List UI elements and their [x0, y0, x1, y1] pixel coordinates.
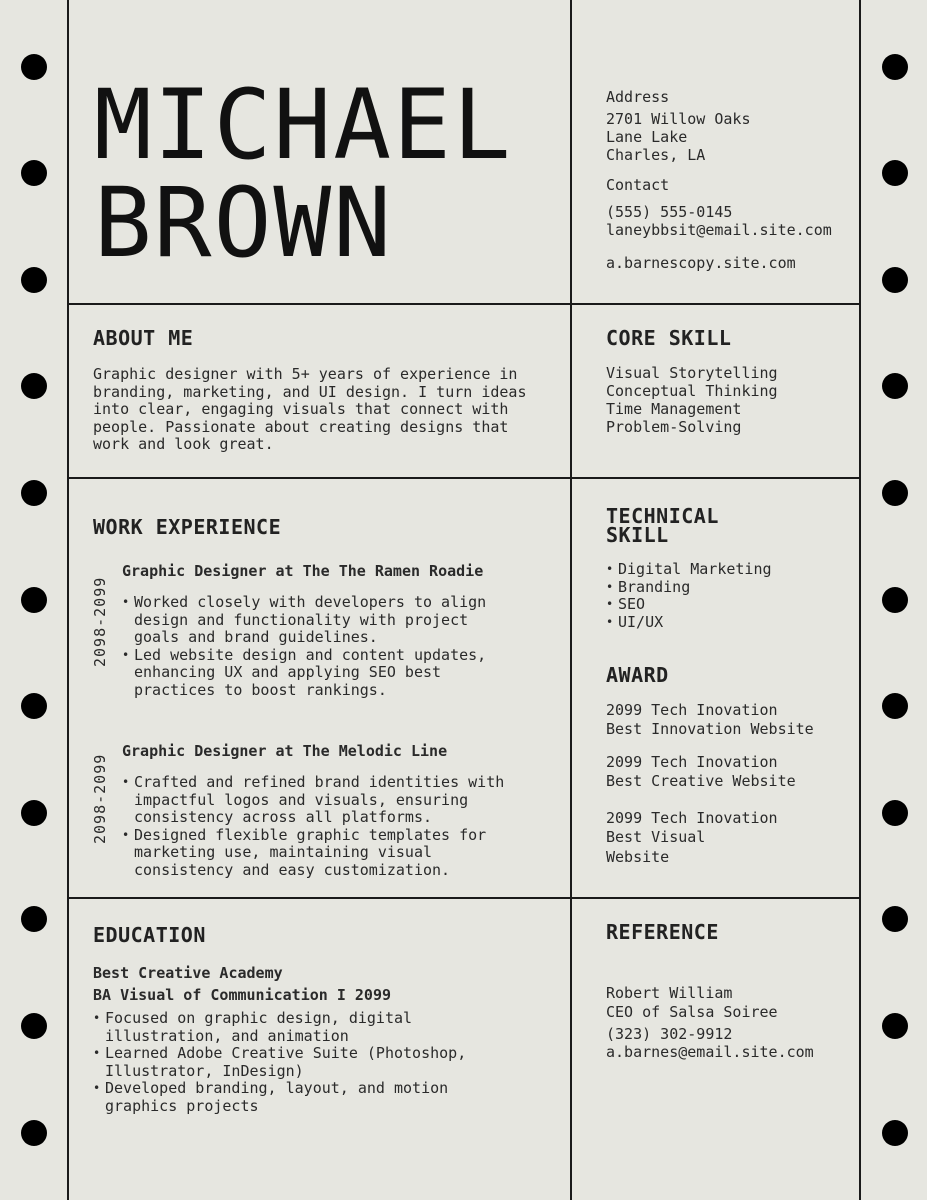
row-divider-2 [67, 477, 861, 479]
address-label: Address [606, 88, 670, 106]
job-1-bullets [122, 594, 486, 699]
punch-hole-right [882, 693, 908, 719]
punch-hole-left [21, 1013, 47, 1039]
punch-hole-left [21, 373, 47, 399]
core-skill-list [606, 364, 778, 436]
about-line: people. Passionate about creating designs that [93, 417, 509, 436]
education-bullet: • Developed branding, layout, and motion graphics projects [93, 1080, 466, 1115]
punch-hole-left [21, 800, 47, 826]
about-line: branding, marketing, and UI design. I turn ideas [93, 382, 527, 401]
row-divider-3 [67, 897, 861, 899]
technical-skill-heading: TECHNICAL SKILL [606, 504, 719, 547]
core-skill-heading: CORE SKILL [606, 326, 732, 350]
core-skill-item: Conceptual Thinking [606, 382, 778, 400]
punch-hole-left [21, 160, 47, 186]
job-1-dates: 2098-2099 [91, 576, 109, 667]
reference-role: CEO of Salsa Soiree [606, 1003, 778, 1021]
reference-heading: REFERENCE [606, 920, 719, 944]
job-1-title: Graphic Designer at The The Ramen Roadie [122, 562, 484, 580]
punch-hole-right [882, 480, 908, 506]
job-bullet: • Crafted and refined brand identities with impactful logos and visuals, ensuring consistency across all platforms. [122, 774, 504, 827]
technical-skill-item: • SEO [606, 596, 772, 614]
reference-block [606, 984, 814, 1061]
job-2-dates: 2098-2099 [91, 753, 109, 844]
education-bullet: • Focused on graphic design, digital illustration, and animation [93, 1010, 466, 1045]
about-line: into clear, engaging visuals that connect with [93, 400, 509, 418]
punch-hole-right [882, 587, 908, 613]
right-border [859, 0, 861, 1200]
job-2-bullets [122, 774, 504, 879]
job-bullet: • Led website design and content updates, enhancing UX and applying SEO best practices to boost rankings. [122, 647, 486, 700]
punch-hole-left [21, 693, 47, 719]
contact-email[interactable]: laneybbsit@email.site.com [606, 221, 832, 239]
award-item: 2099 Tech Inovation Best Visual Website [606, 809, 778, 866]
left-border [67, 0, 69, 1200]
about-text [93, 366, 526, 454]
punch-hole-right [882, 267, 908, 293]
row-divider-1 [67, 303, 861, 305]
punch-hole-right [882, 1120, 908, 1146]
education-school: Best Creative Academy [93, 964, 283, 982]
punch-hole-right [882, 1013, 908, 1039]
address-line-3: Charles, LA [606, 146, 706, 164]
education-degree: BA Visual of Communication I 2099 [93, 986, 392, 1004]
job-bullet: • Designed flexible graphic templates for marketing use, maintaining visual consistency and easy customization. [122, 827, 504, 880]
last-name: BROWN [94, 167, 393, 279]
first-name: MICHAEL [94, 69, 513, 181]
punch-hole-left [21, 480, 47, 506]
punch-hole-right [882, 373, 908, 399]
about-heading: ABOUT ME [93, 326, 194, 350]
core-skill-item: Time Management [606, 400, 742, 418]
punch-hole-right [882, 906, 908, 932]
job-2-title: Graphic Designer at The Melodic Line [122, 742, 448, 760]
punch-hole-left [21, 906, 47, 932]
technical-skill-item: • Branding [606, 579, 772, 597]
reference-name: Robert William [606, 984, 733, 1002]
job-bullet: • Worked closely with developers to align design and functionality with project goals and brand guidelines. [122, 594, 486, 647]
candidate-name [94, 69, 513, 279]
contact-website[interactable]: a.barnescopy.site.com [606, 254, 796, 272]
technical-skill-list [606, 561, 772, 631]
punch-hole-right [882, 54, 908, 80]
punch-hole-left [21, 1120, 47, 1146]
technical-skill-item: • UI/UX [606, 614, 772, 632]
punch-hole-left [21, 54, 47, 80]
punch-hole-right [882, 160, 908, 186]
about-line: Graphic designer with 5+ years of experience in [93, 365, 518, 383]
award-item: 2099 Tech Inovation Best Innovation Website [606, 701, 814, 738]
education-bullet: • Learned Adobe Creative Suite (Photoshop, Illustrator, InDesign) [93, 1045, 466, 1080]
core-skill-item: Visual Storytelling [606, 364, 778, 382]
education-heading: EDUCATION [93, 923, 206, 947]
education-bullets [93, 1010, 466, 1115]
address-line-1: 2701 Willow Oaks [606, 110, 751, 128]
core-skill-item: Problem-Solving [606, 418, 742, 436]
award-heading: AWARD [606, 663, 669, 687]
reference-phone: (323) 302-9912 [606, 1025, 733, 1043]
address-block [606, 88, 832, 272]
reference-email[interactable]: a.barnes@email.site.com [606, 1043, 814, 1061]
award-item: 2099 Tech Inovation Best Creative Website [606, 753, 796, 790]
center-divider [570, 0, 572, 1200]
technical-skill-item: • Digital Marketing [606, 561, 772, 579]
punch-hole-right [882, 800, 908, 826]
contact-phone: (555) 555-0145 [606, 203, 733, 221]
contact-label: Contact [606, 176, 670, 194]
work-heading: WORK EXPERIENCE [93, 515, 282, 539]
punch-hole-left [21, 587, 47, 613]
about-line: work and look great. [93, 435, 274, 453]
punch-hole-left [21, 267, 47, 293]
address-line-2: Lane Lake [606, 128, 688, 146]
